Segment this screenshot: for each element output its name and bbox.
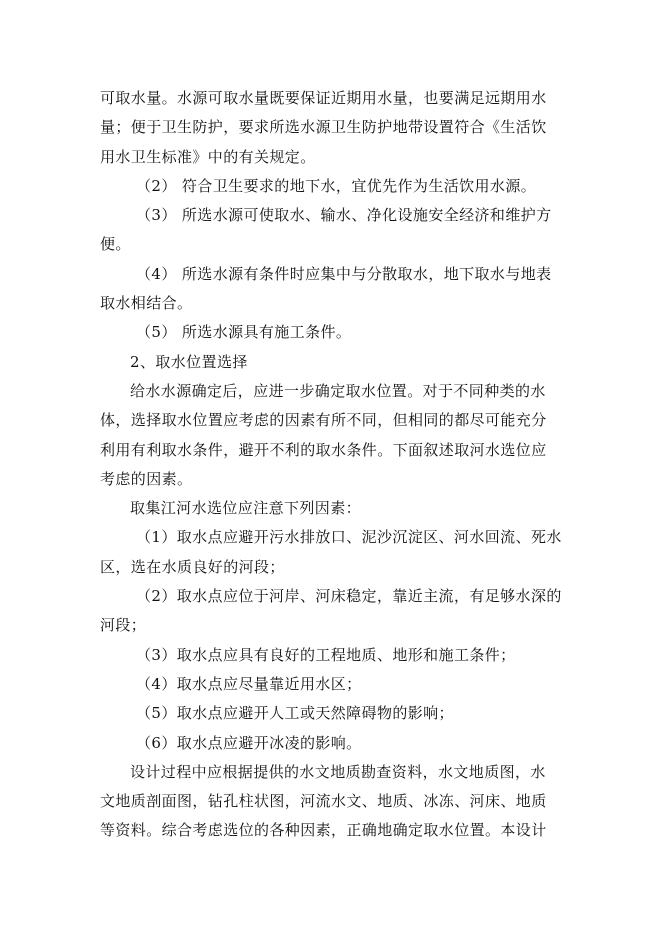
text-line: （4） 所选水源有条件时应集中与分散取水，地下取水与地表 <box>136 264 552 283</box>
text-line: 体，选择取水位置应考虑的因素有所不同，但相同的都尽可能充分 <box>100 411 547 430</box>
text-line: （4）取水点应尽量靠近用水区； <box>136 674 362 693</box>
text-line: （2）取水点应位于河岸、河床稳定，靠近主流，有足够水深的 <box>136 587 562 606</box>
text-line: 量；便于卫生防护，要求所选水源卫生防护地带设置符合《生活饮 <box>100 118 547 137</box>
text-line: 考虑的因素。 <box>100 469 193 488</box>
text-line: 利用有利取水条件，避开不利的取水条件。下面叙述取河水选位应 <box>100 440 547 459</box>
text-line: （2） 符合卫生要求的地下水，宜优先作为生活饮用水源。 <box>136 176 537 195</box>
text-line: 取水相结合。 <box>100 294 193 313</box>
text-line: 可取水量。水源可取水量既要保证近期用水量，也要满足远期用水 <box>100 89 547 107</box>
text-line: （5）取水点应避开人工或天然障碍物的影响； <box>136 704 454 723</box>
text-line: （1）取水点应避开污水排放口、泥沙沉淀区、河水回流、死水 <box>136 528 562 547</box>
text-line: （6）取水点应避开冰凌的影响。 <box>136 733 362 752</box>
text-line: 2、取水位置选择 <box>130 352 248 371</box>
text-line: （3）取水点应具有良好的工程地质、地形和施工条件； <box>136 645 516 664</box>
text-line: 用水卫生标准》中的有关规定。 <box>100 147 316 166</box>
text-line: 给水水源确定后，应进一步确定取水位置。对于不同种类的水 <box>130 381 546 400</box>
text-line: 区，选在水质良好的河段； <box>100 557 285 576</box>
text-line: 河段； <box>100 616 147 635</box>
text-line: （3） 所选水源可使取水、输水、净化设施安全经济和维护方 <box>136 206 552 225</box>
text-line: （5） 所选水源具有施工条件。 <box>136 323 352 342</box>
text-line: 等资料。综合考虑选位的各种因素，正确地确定取水位置。本设计 <box>100 821 547 840</box>
document-body <box>100 84 562 846</box>
text-line: 便。 <box>100 235 131 254</box>
text-line: 取集江河水选位应注意下列因素： <box>130 499 362 518</box>
text-line: 文地质剖面图，钻孔柱状图，河流水文、地质、冰冻、河床、地质 <box>100 792 547 811</box>
text-line: 设计过程中应根据提供的水文地质勘查资料，水文地质图，水 <box>130 762 546 781</box>
